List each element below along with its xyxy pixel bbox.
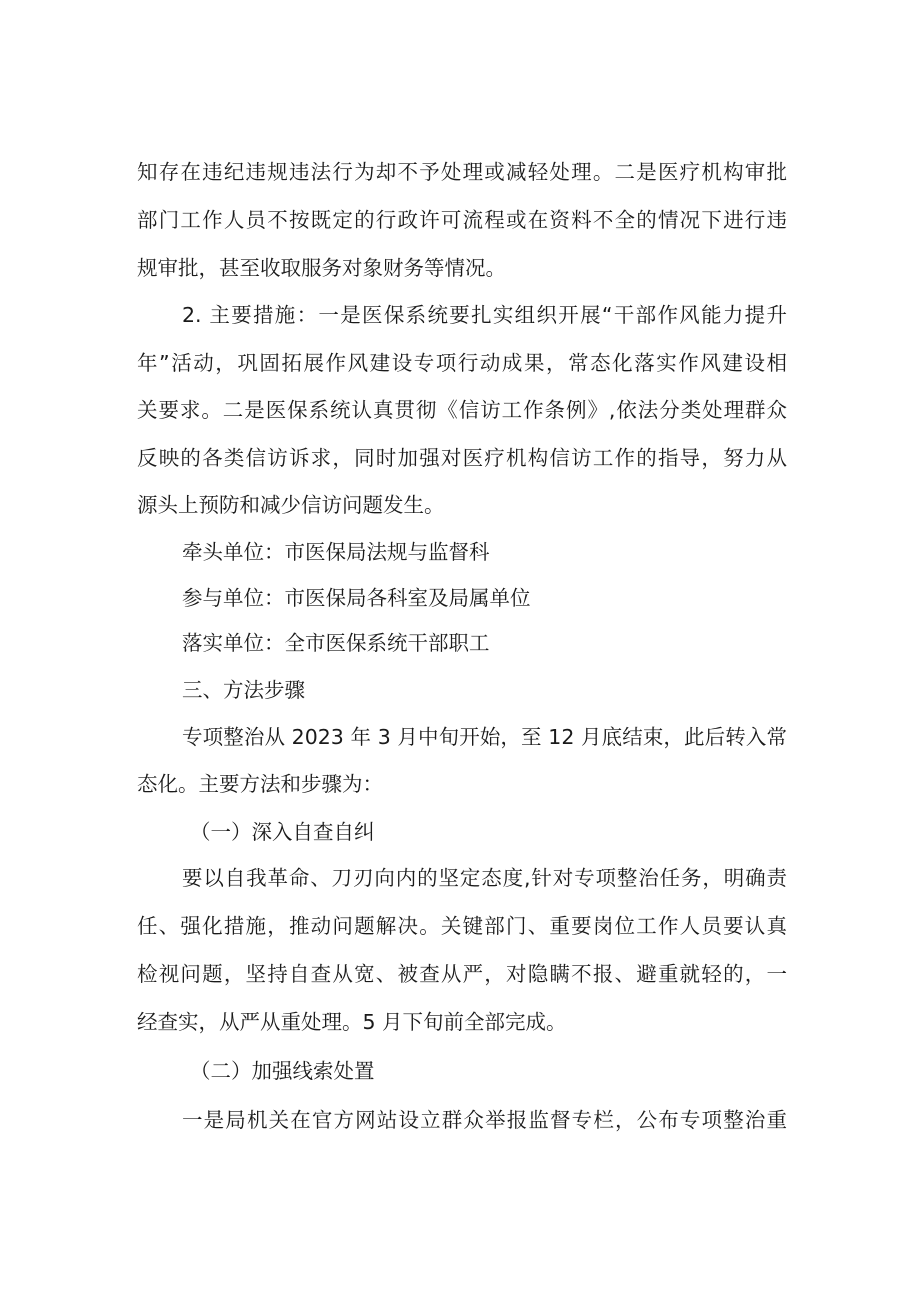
section-heading: 三、方法步骤 xyxy=(182,678,305,702)
text-line: 要以自我革命、刀刃向内的坚定态度,针对专项整治任务，明确责 xyxy=(182,866,787,890)
lead-unit: 牵头单位：市医保局法规与监督科 xyxy=(182,540,490,564)
sub-heading: （一）深入自查自纠 xyxy=(190,820,375,844)
text-line: 一是局机关在官方网站设立群众举报监督专栏，公布专项整治重 xyxy=(182,1108,787,1132)
text-line: 经查实，从严从重处理。5 月下旬前全部完成。 xyxy=(137,1010,567,1034)
implementing-unit: 落实单位：全市医保系统干部职工 xyxy=(182,631,490,655)
text-line: 知存在违纪违规违法行为却不予处理或减轻处理。二是医疗机构审批 xyxy=(137,160,787,184)
text-line: 态化。主要方法和步骤为： xyxy=(137,772,383,796)
text-line: 规审批，甚至收取服务对象财务等情况。 xyxy=(137,256,506,280)
participating-unit: 参与单位：市医保局各科室及局属单位 xyxy=(182,586,531,610)
text-line: 关要求。二是医保系统认真贯彻《信访工作条例》,依法分类处理群众 xyxy=(137,398,787,422)
text-line: 部门工作人员不按既定的行政许可流程或在资料不全的情况下进行违 xyxy=(137,208,787,232)
text-line: 检视问题，坚持自查从宽、被查从严，对隐瞒不报、避重就轻的，一 xyxy=(137,962,787,986)
text-line: 专项整治从 2023 年 3 月中旬开始，至 12 月底结束，此后转入常 xyxy=(182,725,787,749)
text-line: 源头上预防和减少信访问题发生。 xyxy=(137,493,445,517)
text-line: 年”活动，巩固拓展作风建设专项行动成果，常态化落实作风建设相 xyxy=(137,351,787,375)
sub-heading: （二）加强线索处置 xyxy=(190,1059,375,1083)
text-line: 任、强化措施，推动问题解决。关键部门、重要岗位工作人员要认真 xyxy=(137,914,787,938)
text-line: 反映的各类信访诉求，同时加强对医疗机构信访工作的指导，努力从 xyxy=(137,446,787,470)
text-line: 2. 主要措施：一是医保系统要扎实组织开展“干部作风能力提升 xyxy=(182,303,787,327)
